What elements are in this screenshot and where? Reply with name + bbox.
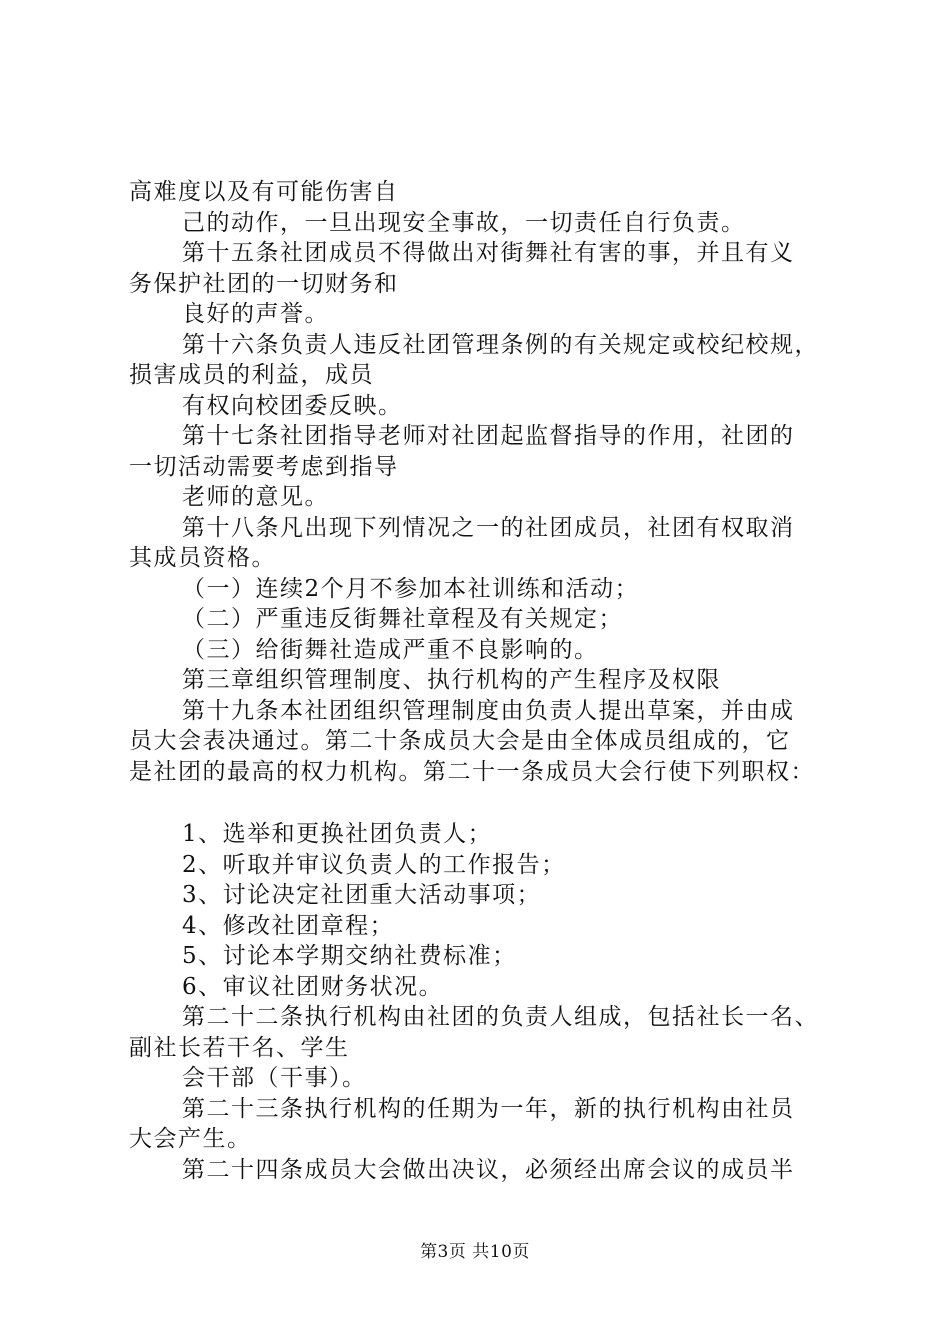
text-line: 良好的声誉。 [182,301,329,327]
text-line: 务保护社团的一切财务和 [129,270,399,297]
text-line: 是社团的最高的权力机构。第二十一条成员大会行使下列职权： [129,758,815,785]
text-line: 大会产生。 [129,1126,252,1152]
text-line: 一切活动需要考虑到指导 [129,453,399,480]
text-line: 员大会表决通过。第二十条成员大会是由全体成员组成的，它 [129,728,791,754]
text-line: 第二十四条成员大会做出决议，必须经出席会议的成员半 [182,1156,795,1183]
text-line: 第二十二条执行机构由社团的负责人组成，包括社长一名、 [182,1004,819,1030]
text-line: 5、讨论本学期交纳社费标准； [182,943,517,969]
text-line: 副社长若干名、学生 [129,1034,350,1061]
document-body [129,177,849,1185]
text-line: 有权向校团委反映。 [182,392,403,419]
text-line: 第十九条本社团组织管理制度由负责人提出草案，并由成 [182,697,795,724]
text-line: （三）给街舞社造成严重不良影响的。 [182,636,599,663]
text-line: 1、选举和更换社团负责人； [182,821,493,847]
text-line: （二）严重违反街舞社章程及有关规定； [182,606,623,632]
text-line: 会干部（干事）。 [182,1065,367,1091]
text-line: 第十五条社团成员不得做出对街舞社有害的事，并且有义 [182,240,795,266]
text-line: 其成员资格。 [129,545,276,571]
text-line: 第十七条社团指导老师对社团起监督指导的作用，社团的 [182,423,795,449]
text-line: 3、讨论决定社团重大活动事项； [182,882,542,908]
text-line: 4、修改社团章程； [182,912,395,939]
text-line: 己的动作，一旦出现安全事故，一切责任自行负责。 [182,209,746,236]
text-line: （一）连续2个月不参加本社训练和活动； [182,575,640,602]
text-line: 2、听取并审议负责人的工作报告； [182,851,566,878]
page-footer: 第3页 共10页 [420,1242,530,1262]
text-line: 损害成员的利益，成员 [129,362,374,388]
text-line: 第十六条负责人违反社团管理条例的有关规定或校纪校规， [182,331,819,358]
text-line: 老师的意见。 [182,484,329,510]
text-line: 高难度以及有可能伤害自 [129,179,399,205]
text-line: 第三章组织管理制度、执行机构的产生程序及权限 [182,667,721,693]
text-line: 6、审议社团财务状况。 [182,973,444,1000]
paragraph-gap [129,787,849,819]
text-line: 第二十三条执行机构的任期为一年，新的执行机构由社员 [182,1095,795,1122]
text-line: 第十八条凡出现下列情况之一的社团成员，社团有权取消 [182,514,795,541]
